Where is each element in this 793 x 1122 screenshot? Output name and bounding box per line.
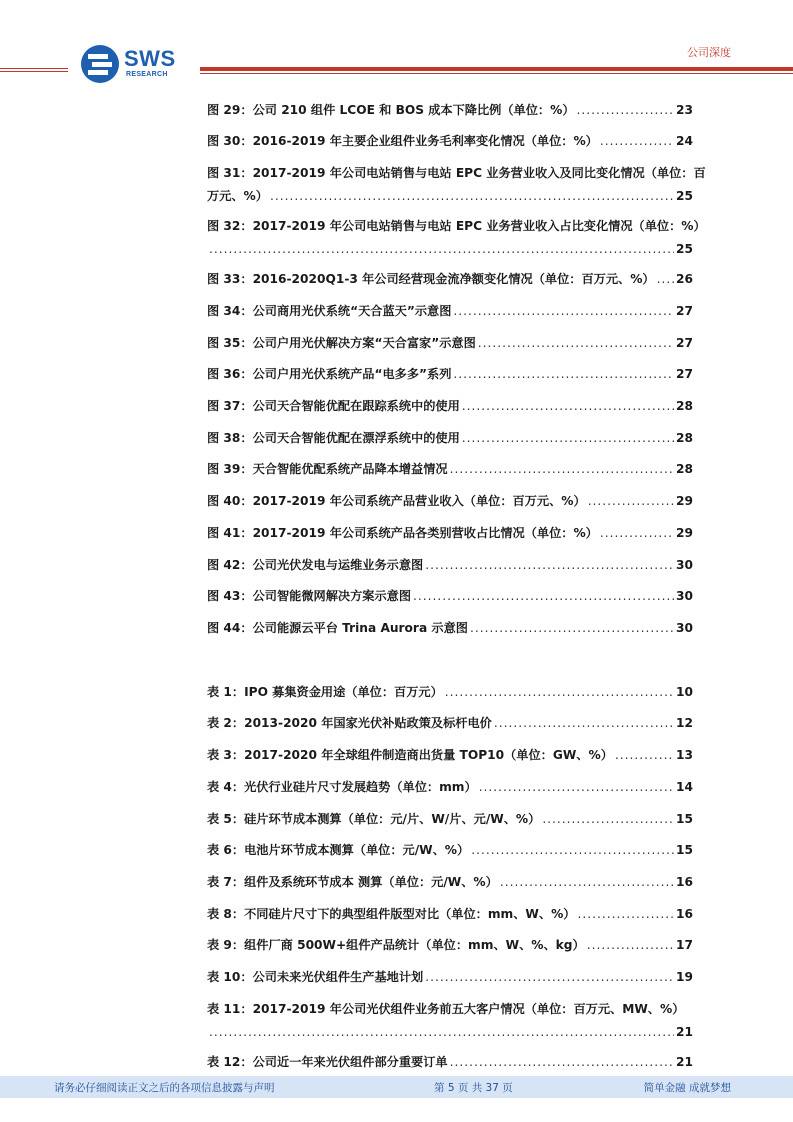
footer-slogan: 简单金融 成就梦想	[643, 1082, 731, 1094]
toc-entry-page: 27	[676, 336, 693, 350]
dot-leader	[615, 744, 674, 767]
toc-entry-page: 21	[676, 1025, 693, 1039]
toc-entry-title: 表 4：光伏行业硅片尺寸发展趋势（单位：mm）	[207, 780, 477, 794]
dot-leader	[542, 808, 674, 831]
dot-leader	[600, 522, 674, 545]
toc-entry-title: 图 31：2017-2019 年公司电站销售与电站 EPC 业务营业收入及同比变化情况（单位：百	[207, 166, 706, 180]
toc-entry-title: 表 10：公司未来光伏组件生产基地计划	[207, 970, 424, 984]
toc-entry-title: 图 42：公司光伏发电与运维业务示意图	[207, 558, 424, 572]
toc-entry-title: 图 34：公司商用光伏系统“天合蓝天”示意图	[207, 304, 452, 318]
toc-entry-page: 28	[676, 399, 693, 413]
toc-entry-table-7[interactable]	[207, 871, 693, 894]
toc-entry-figure-39[interactable]	[207, 458, 693, 481]
logo-text: SWS	[124, 46, 176, 71]
toc-entry-title: 表 11：2017-2019 年公司光伏组件业务前五大客户情况（单位：百万元、MW、%）	[207, 1002, 685, 1016]
toc-entry-page: 25	[676, 189, 693, 203]
toc-entry-page: 10	[676, 685, 693, 699]
dot-leader	[425, 966, 674, 989]
dot-leader	[494, 712, 674, 735]
dot-leader	[270, 185, 674, 208]
toc-entry-title: 图 35：公司户用光伏解决方案“天合富家”示意图	[207, 336, 476, 350]
dot-leader	[450, 1051, 674, 1074]
toc-entry-title: 图 32：2017-2019 年公司电站销售与电站 EPC 业务营业收入占比变化情况（单位：%）	[207, 219, 706, 233]
header-rule-right-thin	[200, 73, 793, 74]
sws-logo	[80, 44, 190, 84]
toc-entry-title: 图 39：天合智能优配系统产品降本增益情况	[207, 462, 448, 476]
dot-leader	[600, 130, 674, 153]
toc-entry-page: 29	[676, 526, 693, 540]
toc-entry-title: 图 33：2016-2020Q1-3 年公司经营现金流净额变化情况（单位：百万元、%）	[207, 272, 655, 286]
dot-leader	[479, 776, 674, 799]
toc-entry-title: 图 41：2017-2019 年公司系统产品各类别营收占比情况（单位：%）	[207, 526, 598, 540]
dot-leader	[471, 839, 674, 862]
toc-entry-page: 29	[676, 494, 693, 508]
toc-entry-figure-42[interactable]	[207, 554, 693, 577]
toc-entry-title: 图 44：公司能源云平台 Trina Aurora 示意图	[207, 621, 468, 635]
toc-entry-title: 表 12：公司近一年来光伏组件部分重要订单	[207, 1055, 448, 1069]
toc-entry-page: 28	[676, 431, 693, 445]
dot-leader	[478, 332, 674, 355]
toc-entry-table-9[interactable]	[207, 934, 693, 957]
toc-entry-title: 图 43：公司智能微网解决方案示意图	[207, 589, 412, 603]
toc-entry-page: 16	[676, 875, 693, 889]
toc-entry-title: 表 7：组件及系统环节成本 测算（单位：元/W、%）	[207, 875, 498, 889]
toc-entry-table-8[interactable]	[207, 903, 693, 926]
toc-entry-title: 图 30：2016-2019 年主要企业组件业务毛利率变化情况（单位：%）	[207, 134, 598, 148]
toc-entry-page: 27	[676, 304, 693, 318]
dot-leader	[588, 490, 674, 513]
toc-entry-page: 17	[676, 938, 693, 952]
toc-entry-figure-37[interactable]	[207, 395, 693, 418]
toc-entry-table-5[interactable]	[207, 808, 693, 831]
toc-entry-page: 24	[676, 134, 693, 148]
toc-entry-figure-38[interactable]	[207, 427, 693, 450]
dot-leader	[577, 903, 674, 926]
toc-entry-table-11[interactable]	[207, 998, 693, 1044]
dot-leader	[462, 427, 674, 450]
toc-entry-table-1[interactable]	[207, 681, 693, 704]
toc-entry-title: 表 8：不同硅片尺寸下的典型组件版型对比（单位：mm、W、%）	[207, 907, 576, 921]
toc-entry-page: 13	[676, 748, 693, 762]
toc-entry-page: 25	[676, 242, 693, 256]
report-type-label: 公司深度	[687, 46, 731, 59]
toc-entry-figure-34[interactable]	[207, 300, 693, 323]
toc-entry-figure-40[interactable]	[207, 490, 693, 513]
toc-entry-title: 表 3：2017-2020 年全球组件制造商出货量 TOP10（单位：GW、%）	[207, 748, 613, 762]
dot-leader	[462, 395, 674, 418]
toc-entry-title: 表 2：2013-2020 年国家光伏补贴政策及标杆电价	[207, 716, 492, 730]
toc-entry-title: 图 37：公司天合智能优配在跟踪系统中的使用	[207, 399, 460, 413]
toc-entry-title: 表 5：硅片环节成本测算（单位：元/片、W/片、元/W、%）	[207, 812, 541, 826]
toc-entry-title: 表 6：电池片环节成本测算（单位：元/W、%）	[207, 843, 470, 857]
sws-logo-icon	[80, 44, 120, 84]
dot-leader	[657, 268, 674, 291]
toc-entry-title-cont: 万元、%）	[207, 189, 268, 203]
toc-entry-table-10[interactable]	[207, 966, 693, 989]
dot-leader	[413, 585, 674, 608]
toc-entry-page: 27	[676, 367, 693, 381]
toc-entry-figure-30[interactable]	[207, 130, 693, 153]
page-footer	[0, 1076, 793, 1098]
footer-page-info: 第 5 页 共 37 页	[434, 1082, 513, 1094]
toc-entry-page: 16	[676, 907, 693, 921]
toc-entry-table-2[interactable]	[207, 712, 693, 735]
dot-leader	[577, 99, 675, 122]
dot-leader	[425, 554, 674, 577]
toc-entry-figure-32[interactable]	[207, 215, 706, 261]
dot-leader	[453, 300, 674, 323]
toc-entry-figure-43[interactable]	[207, 585, 693, 608]
toc-entry-figure-44[interactable]	[207, 617, 693, 640]
toc-entry-title: 表 9：组件厂商 500W+组件产品统计（单位：mm、W、%、kg）	[207, 938, 585, 952]
footer-disclaimer: 请务必仔细阅读正文之后的各项信息披露与声明	[54, 1082, 275, 1094]
toc-entry-title: 图 40：2017-2019 年公司系统产品营业收入（单位：百万元、%）	[207, 494, 586, 508]
toc-entry-figure-36[interactable]	[207, 363, 693, 386]
toc-entry-table-4[interactable]	[207, 776, 693, 799]
logo-subtext: RESEARCH	[126, 71, 168, 78]
toc-entry-figure-33[interactable]	[207, 268, 693, 291]
toc-entry-table-6[interactable]	[207, 839, 693, 862]
toc-entry-title: 图 38：公司天合智能优配在漂浮系统中的使用	[207, 431, 460, 445]
toc-entry-page: 21	[676, 1055, 693, 1069]
toc-entry-title: 表 1：IPO 募集资金用途（单位：百万元）	[207, 685, 443, 699]
dot-leader	[450, 458, 674, 481]
page-header	[0, 0, 793, 90]
header-rule-left	[0, 68, 68, 72]
toc-entry-figure-29[interactable]	[207, 99, 693, 122]
toc-entry-table-3[interactable]	[207, 744, 693, 767]
dot-leader	[470, 617, 674, 640]
toc-entry-page: 28	[676, 462, 693, 476]
toc-entry-page: 30	[676, 621, 693, 635]
toc-entry-page: 14	[676, 780, 693, 794]
dot-leader	[209, 1021, 674, 1044]
dot-leader	[500, 871, 674, 894]
toc-entry-page: 30	[676, 589, 693, 603]
toc-entry-page: 26	[676, 272, 693, 286]
toc-entry-figure-31[interactable]	[207, 162, 706, 208]
toc-entry-page: 15	[676, 843, 693, 857]
toc-entry-title: 图 36：公司户用光伏系统产品“电多多”系列	[207, 367, 452, 381]
toc-entry-page: 23	[676, 103, 693, 117]
toc-entry-page: 12	[676, 716, 693, 730]
header-rule-right	[200, 67, 793, 71]
dot-leader	[587, 934, 674, 957]
toc-entry-title: 图 29：公司 210 组件 LCOE 和 BOS 成本下降比例（单位：%）	[207, 103, 575, 117]
dot-leader	[445, 681, 674, 704]
toc-entry-figure-35[interactable]	[207, 332, 693, 355]
toc-entry-page: 19	[676, 970, 693, 984]
dot-leader	[209, 238, 674, 261]
toc-entry-page: 30	[676, 558, 693, 572]
toc-entry-page: 15	[676, 812, 693, 826]
dot-leader	[453, 363, 674, 386]
toc-entry-table-12[interactable]	[207, 1051, 693, 1074]
toc-entry-figure-41[interactable]	[207, 522, 693, 545]
